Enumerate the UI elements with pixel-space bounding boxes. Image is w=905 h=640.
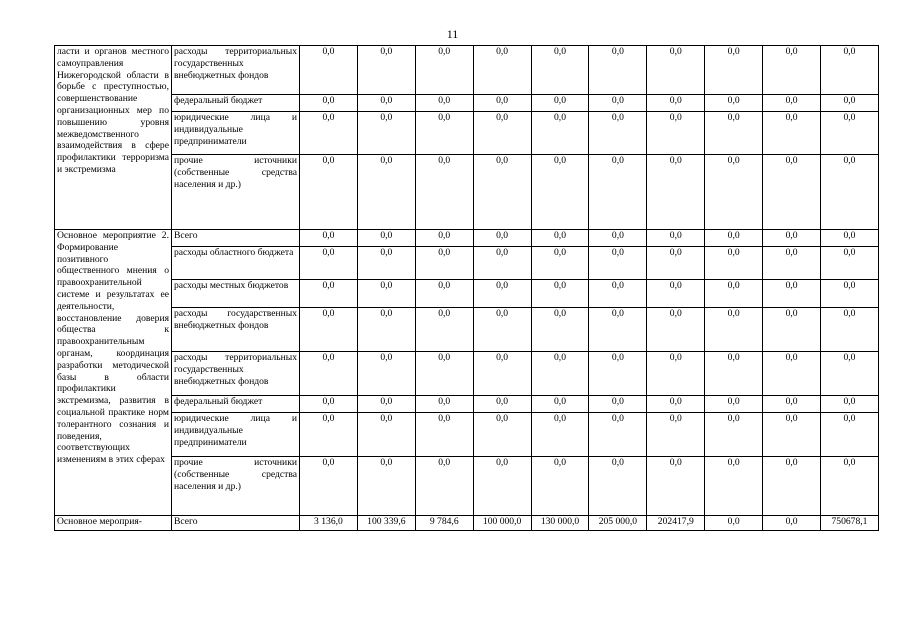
amount-cell: 0,0 <box>647 112 705 155</box>
amount-cell: 0,0 <box>473 396 531 413</box>
amount-cell: 0,0 <box>357 46 415 95</box>
amount-cell: 0,0 <box>300 95 358 112</box>
amount-cell: 0,0 <box>357 155 415 230</box>
amount-cell: 0,0 <box>705 457 763 516</box>
funding-source-cell: расходы государственных внебюджетных фондов <box>172 308 300 352</box>
table-row <box>55 46 879 95</box>
amount-cell: 0,0 <box>473 46 531 95</box>
amount-cell: 0,0 <box>473 155 531 230</box>
amount-cell: 0,0 <box>300 280 358 308</box>
table-row <box>55 95 879 112</box>
funding-source-cell: юридические лица и индивидуальные предприниматели <box>172 112 300 155</box>
amount-cell: 0,0 <box>589 230 647 247</box>
amount-cell: 0,0 <box>647 280 705 308</box>
amount-cell: 0,0 <box>300 396 358 413</box>
amount-cell: 0,0 <box>473 112 531 155</box>
budget-table-body <box>55 46 879 531</box>
amount-cell: 0,0 <box>763 95 821 112</box>
amount-cell: 0,0 <box>705 46 763 95</box>
amount-cell: 0,0 <box>821 95 879 112</box>
table-row <box>55 516 879 531</box>
table-row <box>55 155 879 230</box>
amount-cell: 0,0 <box>415 247 473 280</box>
amount-cell: 0,0 <box>300 308 358 352</box>
amount-cell: 0,0 <box>357 308 415 352</box>
amount-cell: 0,0 <box>531 95 589 112</box>
amount-cell: 0,0 <box>821 457 879 516</box>
amount-cell: 0,0 <box>647 230 705 247</box>
measure-name-cell: Основное мероприя- <box>55 516 172 531</box>
amount-cell: 0,0 <box>705 155 763 230</box>
amount-cell: 0,0 <box>763 112 821 155</box>
amount-cell: 0,0 <box>589 112 647 155</box>
amount-cell: 0,0 <box>531 247 589 280</box>
amount-cell: 0,0 <box>357 112 415 155</box>
table-row <box>55 352 879 396</box>
amount-cell: 0,0 <box>589 247 647 280</box>
amount-cell: 0,0 <box>589 155 647 230</box>
amount-cell: 0,0 <box>531 46 589 95</box>
funding-source-cell: прочие источники (собственные средства населения и др.) <box>172 155 300 230</box>
amount-cell: 100 000,0 <box>473 516 531 531</box>
table-row <box>55 230 879 247</box>
amount-cell: 0,0 <box>357 247 415 280</box>
amount-cell: 750678,1 <box>821 516 879 531</box>
measure-name-cell: Основное мероприятие 2. Формирование позитивного общественного мнения о правоохранительной системе и результатах ее деятельности, восстановление доверия общества к правоохранительным органам, координация разработки методической базы в области профилактики экстремизма, развития в социальной практике норм толерантного сознания и поведения, соответствующих изменениям в этих сферах <box>55 230 172 516</box>
amount-cell: 0,0 <box>821 46 879 95</box>
amount-cell: 0,0 <box>763 230 821 247</box>
amount-cell: 0,0 <box>647 396 705 413</box>
table-row <box>55 457 879 516</box>
amount-cell: 0,0 <box>415 396 473 413</box>
amount-cell: 0,0 <box>763 396 821 413</box>
amount-cell: 0,0 <box>473 308 531 352</box>
amount-cell: 0,0 <box>705 352 763 396</box>
funding-source-cell: расходы областного бюджета <box>172 247 300 280</box>
amount-cell: 0,0 <box>589 413 647 457</box>
funding-source-cell: Всего <box>172 516 300 531</box>
amount-cell: 0,0 <box>647 95 705 112</box>
funding-source-cell: Всего <box>172 230 300 247</box>
amount-cell: 0,0 <box>821 247 879 280</box>
amount-cell: 0,0 <box>705 413 763 457</box>
amount-cell: 0,0 <box>589 352 647 396</box>
amount-cell: 0,0 <box>531 396 589 413</box>
funding-source-cell: расходы территориальных государственных внебюджетных фондов <box>172 46 300 95</box>
amount-cell: 0,0 <box>473 247 531 280</box>
amount-cell: 130 000,0 <box>531 516 589 531</box>
amount-cell: 0,0 <box>705 308 763 352</box>
table-row <box>55 112 879 155</box>
funding-source-cell: федеральный бюджет <box>172 396 300 413</box>
amount-cell: 0,0 <box>415 230 473 247</box>
amount-cell: 0,0 <box>415 46 473 95</box>
amount-cell: 3 136,0 <box>300 516 358 531</box>
amount-cell: 0,0 <box>300 112 358 155</box>
table-row <box>55 280 879 308</box>
amount-cell: 0,0 <box>763 46 821 95</box>
amount-cell: 0,0 <box>531 457 589 516</box>
table-row <box>55 247 879 280</box>
measure-name-cell: ласти и органов местного самоуправления Нижегородской области в борьбе с преступностью, совершенствование организационных мер по повышению уровня межведомственного взаимодействия в сфере профилактики терроризма и экстремизма <box>55 46 172 230</box>
amount-cell: 0,0 <box>763 247 821 280</box>
amount-cell: 0,0 <box>821 112 879 155</box>
funding-source-cell: юридические лица и индивидуальные предприниматели <box>172 413 300 457</box>
amount-cell: 0,0 <box>589 308 647 352</box>
amount-cell: 0,0 <box>589 95 647 112</box>
amount-cell: 0,0 <box>763 413 821 457</box>
amount-cell: 0,0 <box>647 457 705 516</box>
amount-cell: 0,0 <box>300 46 358 95</box>
amount-cell: 0,0 <box>473 280 531 308</box>
amount-cell: 0,0 <box>300 457 358 516</box>
funding-source-cell: расходы территориальных государственных внебюджетных фондов <box>172 352 300 396</box>
amount-cell: 0,0 <box>531 112 589 155</box>
amount-cell: 0,0 <box>821 280 879 308</box>
amount-cell: 100 339,6 <box>357 516 415 531</box>
funding-source-cell: федеральный бюджет <box>172 95 300 112</box>
amount-cell: 0,0 <box>821 352 879 396</box>
amount-cell: 0,0 <box>705 516 763 531</box>
amount-cell: 0,0 <box>300 247 358 280</box>
amount-cell: 0,0 <box>647 247 705 280</box>
amount-cell: 0,0 <box>473 413 531 457</box>
amount-cell: 0,0 <box>647 413 705 457</box>
amount-cell: 0,0 <box>705 396 763 413</box>
amount-cell: 0,0 <box>705 230 763 247</box>
amount-cell: 0,0 <box>531 413 589 457</box>
amount-cell: 0,0 <box>415 280 473 308</box>
amount-cell: 0,0 <box>647 352 705 396</box>
table-row <box>55 413 879 457</box>
amount-cell: 202417,9 <box>647 516 705 531</box>
amount-cell: 0,0 <box>705 112 763 155</box>
amount-cell: 0,0 <box>415 457 473 516</box>
amount-cell: 0,0 <box>531 280 589 308</box>
amount-cell: 0,0 <box>415 308 473 352</box>
amount-cell: 0,0 <box>763 516 821 531</box>
amount-cell: 0,0 <box>415 112 473 155</box>
table-row <box>55 396 879 413</box>
amount-cell: 0,0 <box>415 155 473 230</box>
amount-cell: 0,0 <box>647 308 705 352</box>
amount-cell: 9 784,6 <box>415 516 473 531</box>
amount-cell: 0,0 <box>357 352 415 396</box>
amount-cell: 0,0 <box>473 95 531 112</box>
amount-cell: 0,0 <box>531 308 589 352</box>
amount-cell: 0,0 <box>705 280 763 308</box>
amount-cell: 0,0 <box>300 413 358 457</box>
amount-cell: 0,0 <box>589 46 647 95</box>
amount-cell: 0,0 <box>300 155 358 230</box>
amount-cell: 0,0 <box>531 230 589 247</box>
amount-cell: 0,0 <box>415 413 473 457</box>
amount-cell: 0,0 <box>473 230 531 247</box>
amount-cell: 0,0 <box>589 280 647 308</box>
amount-cell: 0,0 <box>705 95 763 112</box>
budget-table <box>54 45 879 531</box>
amount-cell: 0,0 <box>763 308 821 352</box>
amount-cell: 0,0 <box>763 280 821 308</box>
table-row <box>55 308 879 352</box>
amount-cell: 0,0 <box>357 95 415 112</box>
amount-cell: 0,0 <box>473 352 531 396</box>
amount-cell: 0,0 <box>300 230 358 247</box>
amount-cell: 0,0 <box>763 457 821 516</box>
amount-cell: 0,0 <box>300 352 358 396</box>
page-number: 11 <box>446 27 459 41</box>
amount-cell: 0,0 <box>473 457 531 516</box>
amount-cell: 0,0 <box>821 155 879 230</box>
amount-cell: 0,0 <box>357 280 415 308</box>
amount-cell: 0,0 <box>357 230 415 247</box>
amount-cell: 205 000,0 <box>589 516 647 531</box>
amount-cell: 0,0 <box>821 308 879 352</box>
amount-cell: 0,0 <box>647 46 705 95</box>
amount-cell: 0,0 <box>357 457 415 516</box>
amount-cell: 0,0 <box>415 95 473 112</box>
amount-cell: 0,0 <box>415 352 473 396</box>
funding-source-cell: расходы местных бюджетов <box>172 280 300 308</box>
amount-cell: 0,0 <box>357 413 415 457</box>
amount-cell: 0,0 <box>763 155 821 230</box>
amount-cell: 0,0 <box>763 352 821 396</box>
amount-cell: 0,0 <box>647 155 705 230</box>
amount-cell: 0,0 <box>589 396 647 413</box>
amount-cell: 0,0 <box>821 230 879 247</box>
amount-cell: 0,0 <box>705 247 763 280</box>
funding-source-cell: прочие источники (собственные средства населения и др.) <box>172 457 300 516</box>
amount-cell: 0,0 <box>357 396 415 413</box>
amount-cell: 0,0 <box>821 396 879 413</box>
amount-cell: 0,0 <box>531 155 589 230</box>
amount-cell: 0,0 <box>531 352 589 396</box>
amount-cell: 0,0 <box>589 457 647 516</box>
amount-cell: 0,0 <box>821 413 879 457</box>
